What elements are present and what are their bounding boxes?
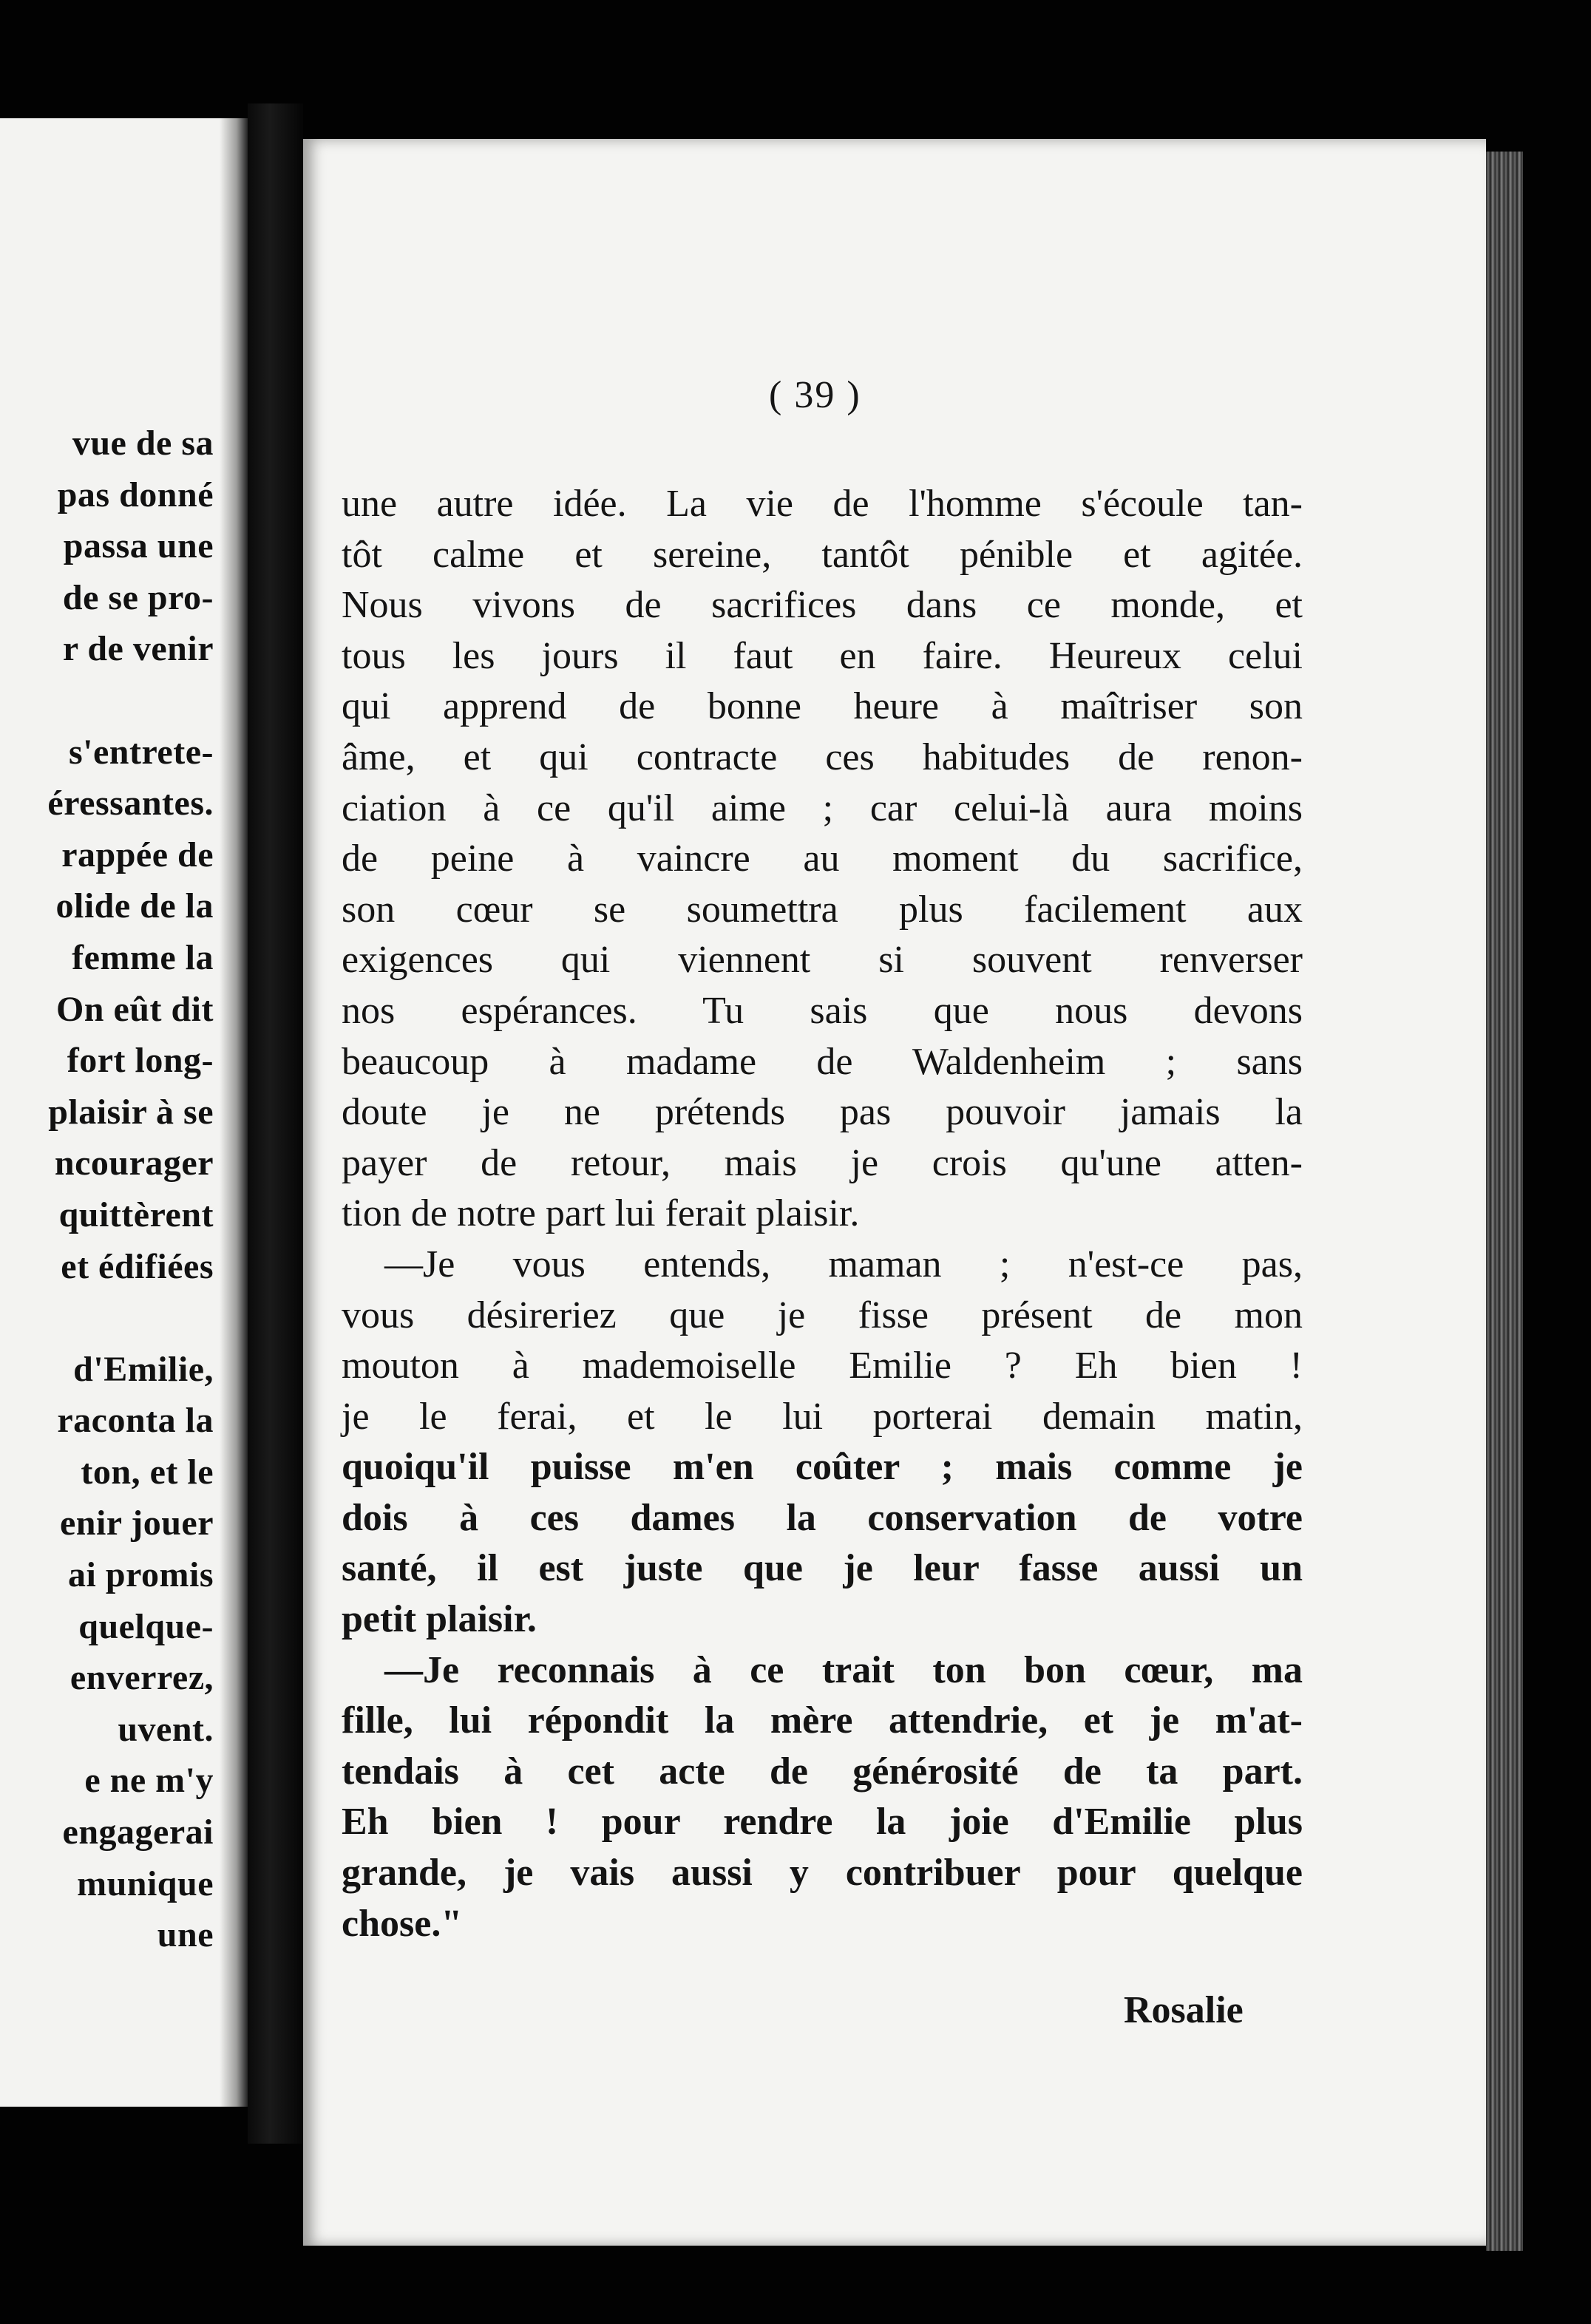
previous-page-text bbox=[47, 418, 214, 1961]
page-number: ( 39 ) bbox=[769, 374, 861, 416]
previous-page-fragment bbox=[0, 118, 248, 2107]
body-line: tendais à cet acte de générosité de ta part. bbox=[342, 1750, 1303, 1793]
body-line: —Je vous entends, maman ; n'est-ce pas, bbox=[384, 1243, 1303, 1285]
previous-page-line: munique bbox=[77, 1863, 214, 1903]
previous-page-line: plaisir à se bbox=[48, 1092, 214, 1132]
previous-page-line: rappée de bbox=[61, 835, 214, 874]
page-edges bbox=[1486, 152, 1523, 2251]
previous-page-line: ncourager bbox=[54, 1144, 214, 1183]
previous-page-line: e ne m'y bbox=[84, 1761, 214, 1801]
body-line: quoiqu'il puisse m'en coûter ; mais comme je bbox=[342, 1446, 1303, 1489]
previous-page-line: raconta la bbox=[57, 1401, 214, 1441]
book-gutter bbox=[248, 103, 303, 2144]
previous-page-line bbox=[47, 1292, 214, 1344]
body-line: âme, et qui contracte ces habitudes de renon- bbox=[342, 735, 1303, 778]
body-line: Nous vivons de sacrifices dans ce monde, et bbox=[342, 584, 1303, 627]
body-line: vous désireriez que je fisse présent de mon bbox=[342, 1294, 1303, 1336]
body-line: tion de notre part lui ferait plaisir. bbox=[342, 1192, 860, 1235]
previous-page-line: engagerai bbox=[62, 1812, 214, 1852]
previous-page-line: femme la bbox=[72, 937, 214, 977]
body-line: son cœur se soumettra plus facilement aux bbox=[342, 888, 1303, 931]
previous-page-line: de se pro- bbox=[62, 577, 214, 617]
previous-page-line: ton, et le bbox=[81, 1452, 214, 1492]
body-line: tôt calme et sereine, tantôt pénible et agitée. bbox=[342, 533, 1303, 576]
body-line: doute je ne prétends pas pouvoir jamais la bbox=[342, 1091, 1303, 1134]
previous-page-line: éressantes. bbox=[47, 784, 214, 823]
body-line: de peine à vaincre au moment du sacrifice, bbox=[342, 837, 1303, 880]
body-line: petit plaisir. bbox=[342, 1598, 537, 1641]
previous-page-line: une bbox=[157, 1915, 214, 1955]
body-line: mouton à mademoiselle Emilie ? Eh bien ! bbox=[342, 1345, 1303, 1387]
previous-page-line: s'entrete- bbox=[68, 732, 214, 772]
previous-page-line: r de venir bbox=[62, 629, 214, 669]
previous-page-line: quittèrent bbox=[58, 1195, 214, 1234]
previous-page-line: et édifiées bbox=[61, 1246, 214, 1286]
previous-page-line: quelque- bbox=[78, 1606, 214, 1646]
body-line: grande, je vais aussi y contribuer pour quelque bbox=[342, 1852, 1303, 1895]
body-line: qui apprend de bonne heure à maîtriser son bbox=[342, 685, 1303, 728]
previous-page-line bbox=[47, 675, 214, 727]
body-line: beaucoup à madame de Waldenheim ; sans bbox=[342, 1040, 1303, 1083]
body-line: payer de retour, mais je crois qu'une atten- bbox=[342, 1141, 1303, 1184]
previous-page-line: ai promis bbox=[68, 1555, 214, 1595]
body-line: je le ferai, et le lui porterai demain matin, bbox=[342, 1395, 1303, 1438]
gutter-shadow bbox=[220, 118, 248, 2107]
previous-page-line: uvent. bbox=[118, 1709, 214, 1749]
previous-page-line: enverrez, bbox=[69, 1658, 214, 1698]
previous-page-line: d'Emilie, bbox=[73, 1349, 214, 1389]
catchword: Rosalie bbox=[1124, 1989, 1244, 2031]
body-line: ciation à ce qu'il aime ; car celui-là aura moins bbox=[342, 786, 1303, 829]
body-line: —Je reconnais à ce trait ton bon cœur, ma bbox=[384, 1648, 1303, 1691]
previous-page-line: enir jouer bbox=[59, 1504, 214, 1543]
previous-page-line: pas donné bbox=[57, 475, 214, 514]
body-line: tous les jours il faut en faire. Heureux celui bbox=[342, 634, 1303, 677]
body-line: santé, il est juste que je leur fasse aussi un bbox=[342, 1547, 1303, 1590]
page-body-text bbox=[342, 479, 1303, 1949]
body-line: chose." bbox=[342, 1902, 463, 1945]
body-line: dois à ces dames la conservation de votre bbox=[342, 1496, 1303, 1539]
previous-page-line: On eût dit bbox=[55, 989, 214, 1029]
previous-page-line: olide de la bbox=[55, 886, 214, 926]
previous-page-line: fort long- bbox=[67, 1041, 214, 1081]
previous-page-line: passa une bbox=[63, 526, 214, 566]
body-line: une autre idée. La vie de l'homme s'écoule tan- bbox=[342, 483, 1303, 525]
previous-page-line: vue de sa bbox=[72, 424, 214, 463]
body-line: fille, lui répondit la mère attendrie, et je m'at- bbox=[342, 1699, 1303, 1742]
body-line: nos espérances. Tu sais que nous devons bbox=[342, 989, 1303, 1032]
body-line: Eh bien ! pour rendre la joie d'Emilie plus bbox=[342, 1801, 1303, 1844]
body-line: exigences qui viennent si souvent renverser bbox=[342, 939, 1303, 982]
